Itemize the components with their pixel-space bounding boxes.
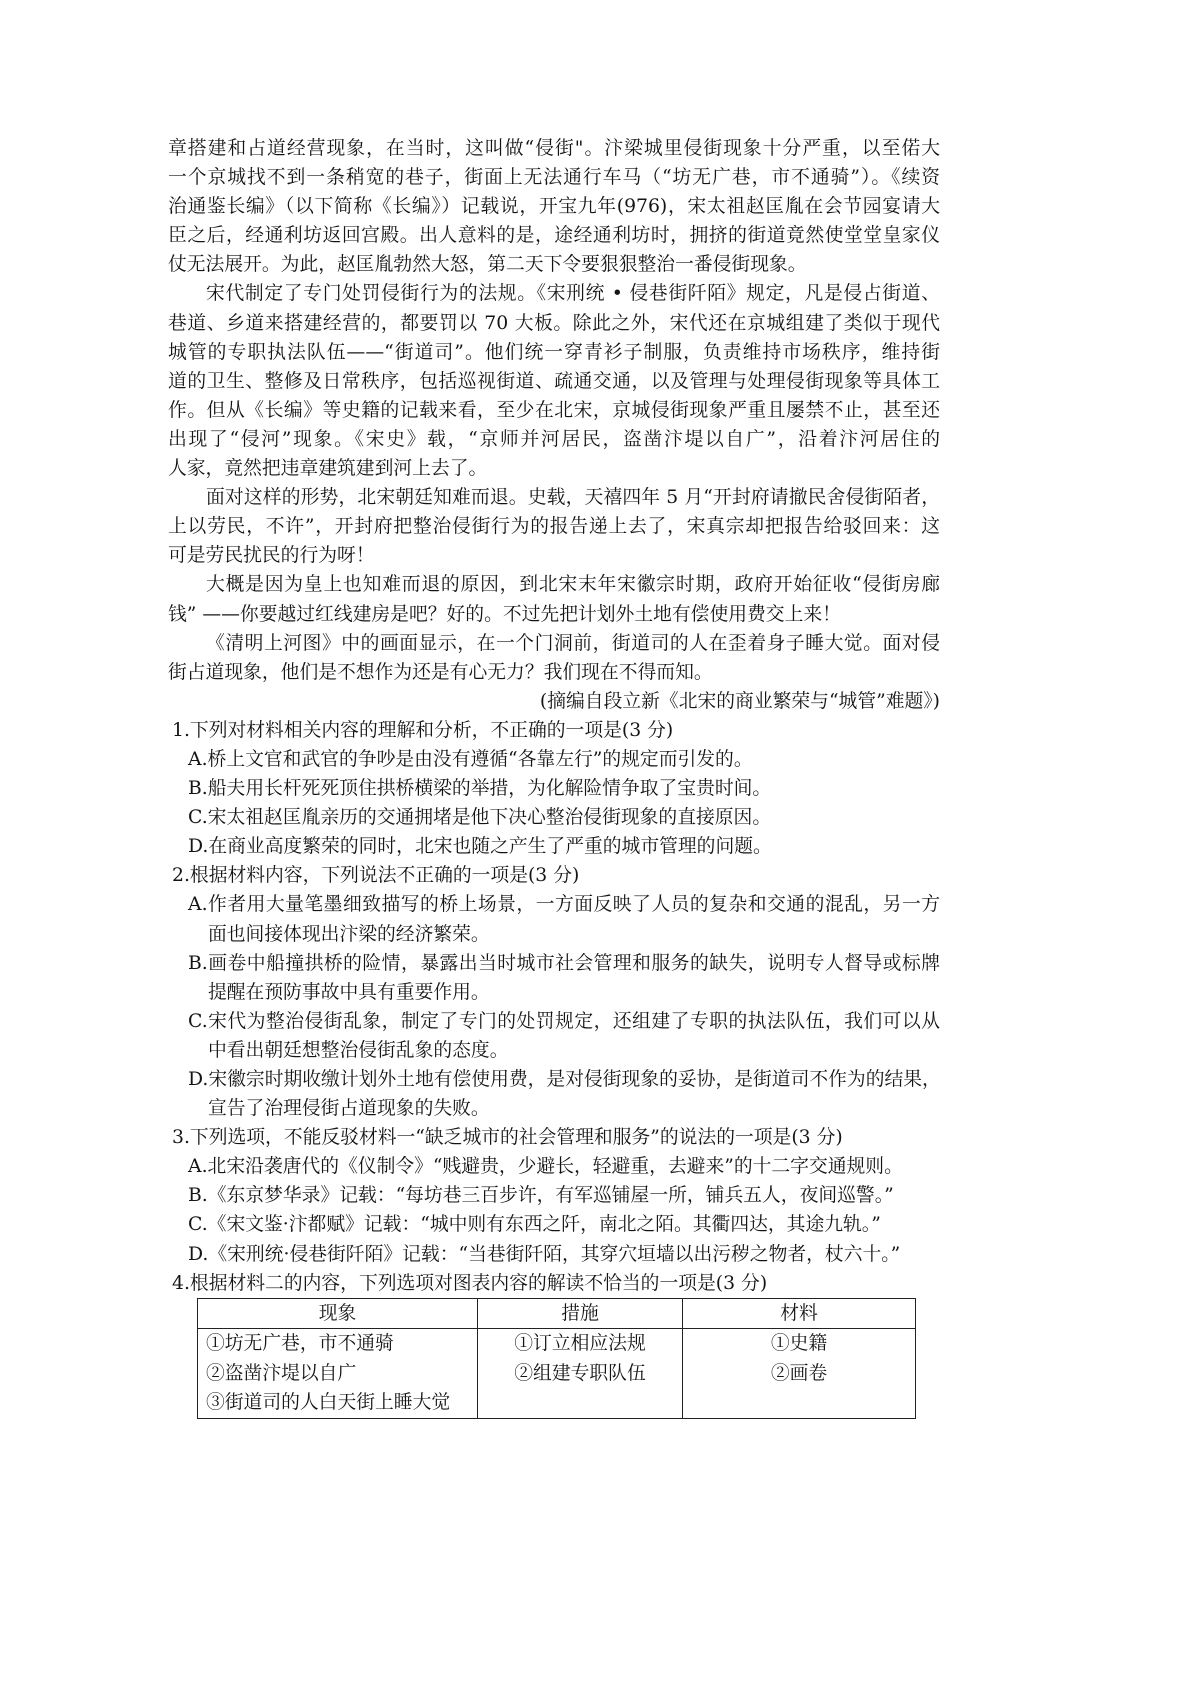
passage-line: 宋代制定了专门处罚侵街行为的法规。《宋刑统 • 侵巷街阡陌》规定，凡是侵占街道、 <box>206 283 940 305</box>
option-d: D.宋徽宗时期收缴计划外土地有偿使用费，是对侵街现象的妥协，是街道司不作为的结果， <box>188 1069 941 1090</box>
passage-line: 大概是因为皇上也知难而退的原因，到北宋末年宋徽宗时期，政府开始征收“侵街房廊 <box>206 574 940 596</box>
passage-line: 一个京城找不到一条稍宽的巷子，街面上无法通行车马（“坊无广巷，市不通骑”）。《续资 <box>168 167 940 189</box>
paragraph-2 <box>168 279 940 483</box>
paragraph-5 <box>168 629 940 687</box>
reading-passage <box>168 134 940 1298</box>
material-item: ②画卷 <box>770 1362 828 1384</box>
question-stem: 2.根据材料内容，下列说法不正确的一项是(3 分) <box>172 865 580 887</box>
material-item: ①史籍 <box>770 1333 828 1354</box>
passage-line: 上以劳民，不许”，开封府把整治侵街行为的报告递上去了，宋真宗却把报告给驳回来：这 <box>168 516 940 538</box>
phenomena-cell <box>198 1329 478 1419</box>
option-b: B.《东京梦华录》记载：“每坊巷三百步许，有军巡铺屋一所，铺兵五人，夜间巡警。” <box>188 1185 894 1207</box>
passage-line: 治通鉴长编》（以下简称《长编》）记载说，开宝九年(976)，宋太祖赵匡胤在会节园宴请大 <box>168 196 940 218</box>
option-c-continued: 中看出朝廷想整治侵街乱象的态度。 <box>208 1039 509 1061</box>
option-b: B.船夫用长杆死死顶住拱桥横梁的举措，为化解险情争取了宝贵时间。 <box>188 778 772 800</box>
passage-line: 仗无法展开。为此，赵匡胤勃然大怒，第二天下令要狠狠整治一番侵街现象。 <box>168 254 807 276</box>
header-materials: 材料 <box>683 1299 916 1329</box>
option-c: C.宋太祖赵匡胤亲历的交通拥堵是他下决心整治侵街现象的直接原因。 <box>188 807 772 829</box>
paragraph-4 <box>168 570 940 628</box>
paragraph-3 <box>168 483 940 570</box>
question-stem: 1.下列对材料相关内容的理解和分析，不正确的一项是(3 分) <box>172 719 674 741</box>
option-a: A.北宋沿袭唐代的《仪制令》“贱避贵，少避长，轻避重，去避来”的十二字交通规则。 <box>188 1156 903 1178</box>
phenomenon-item: ②盗凿汴堤以自广 <box>206 1362 357 1384</box>
option-d: D.在商业高度繁荣的同时，北宋也随之产生了严重的城市管理的问题。 <box>188 836 772 858</box>
question-4 <box>168 1269 940 1298</box>
passage-line: 出现了“侵河”现象。《宋史》载，“京师并河居民，盗凿汴堤以自广”，沿着汴河居住的 <box>168 428 940 450</box>
source-citation: (摘编自段立新《北宋的商业繁荣与“城管”难题》) <box>539 690 940 712</box>
passage-line: 城管的专职执法队伍——“街道司”。他们统一穿青衫子制服，负责维持市场秩序，维持街 <box>168 341 940 363</box>
option-d-continued: 宣告了治理侵街占道现象的失败。 <box>208 1098 490 1120</box>
question-3 <box>168 1123 940 1268</box>
header-measures: 措施 <box>478 1299 683 1329</box>
passage-line: 臣之后，经通利坊返回宫殿。出人意料的是，途经通利坊时，拥挤的街道竟然使堂堂皇家仪 <box>168 225 940 247</box>
passage-line: 章搭建和占道经营现象，在当时，这叫做“侵街"。汴梁城里侵街现象十分严重，以至偌大 <box>168 138 940 159</box>
question-stem: 4.根据材料二的内容，下列选项对图表内容的解读不恰当的一项是(3 分) <box>172 1272 768 1294</box>
option-c: C.《宋文鉴·汴都赋》记载：“城中则有东西之阡，南北之陌。其衢四达，其途九轨。” <box>188 1214 881 1236</box>
measure-item: ①订立相应法规 <box>514 1333 646 1354</box>
option-c: C.宋代为整治侵街乱象，制定了专门的处罚规定，还组建了专职的执法队伍，我们可以从 <box>188 1010 940 1032</box>
measures-cell <box>478 1329 683 1419</box>
passage-line: 面对这样的形势，北宋朝廷知难而退。史载，天禧四年 5 月“开封府请撤民舍侵街陌者， <box>206 487 940 509</box>
analysis-table <box>197 1298 916 1419</box>
passage-line: 作。但从《长编》等史籍的记载来看，至少在北宋，京城侵街现象严重且屡禁不止，甚至还 <box>168 399 940 421</box>
analysis-table-wrapper <box>197 1298 916 1419</box>
passage-line: 街占道现象，他们是不想作为还是有心无力？我们现在不得而知。 <box>168 661 713 683</box>
question-1 <box>168 716 940 861</box>
table-header-row <box>198 1299 916 1329</box>
question-stem: 3.下列选项，不能反驳材料一“缺乏城市的社会管理和服务”的说法的一项是(3 分) <box>172 1127 843 1149</box>
option-b-continued: 提醒在预防事故中具有重要作用。 <box>208 981 490 1003</box>
measure-item: ②组建专职队伍 <box>514 1362 646 1384</box>
passage-line: 《清明上河图》中的画面显示，在一个门洞前，街道司的人在歪着身子睡大觉。面对侵 <box>206 632 940 654</box>
header-phenomena: 现象 <box>198 1299 478 1329</box>
paragraph-1 <box>168 134 940 279</box>
option-a: A.作者用大量笔墨细致描写的桥上场景，一方面反映了人员的复杂和交通的混乱，另一方 <box>188 894 940 916</box>
passage-line: 道的卫生、整修及日常秩序，包括巡视街道、疏通交通，以及管理与处理侵街现象等具体工 <box>168 370 940 392</box>
option-d: D.《宋刑统·侵巷街阡陌》记载：“当巷街阡陌，其穿穴垣墙以出污秽之物者，杖六十。” <box>188 1243 901 1265</box>
phenomenon-item: ③街道司的人白天街上睡大觉 <box>206 1392 451 1413</box>
option-a: A.桥上文官和武官的争吵是由没有遵循“各靠左行”的规定而引发的。 <box>188 748 753 770</box>
option-b: B.画卷中船撞拱桥的险情，暴露出当时城市社会管理和服务的缺失，说明专人督导或标牌 <box>188 952 940 974</box>
passage-line: 可是劳民扰民的行为呀！ <box>168 545 375 567</box>
passage-line: 巷道、乡道来搭建经营的，都要罚以 70 大板。除此之外，宋代还在京城组建了类似于现代 <box>168 312 940 334</box>
phenomenon-item: ①坊无广巷，市不通骑 <box>206 1333 394 1354</box>
materials-cell <box>683 1329 916 1419</box>
question-2 <box>168 861 940 1123</box>
option-a-continued: 面也间接体现出汴梁的经济繁荣。 <box>208 923 490 945</box>
table-row <box>198 1329 916 1419</box>
passage-line: 钱” ——你要越过红线建房是吧？好的。不过先把计划外土地有偿使用费交上来！ <box>168 603 841 625</box>
passage-line: 人家，竟然把违章建筑建到河上去了。 <box>168 458 488 480</box>
